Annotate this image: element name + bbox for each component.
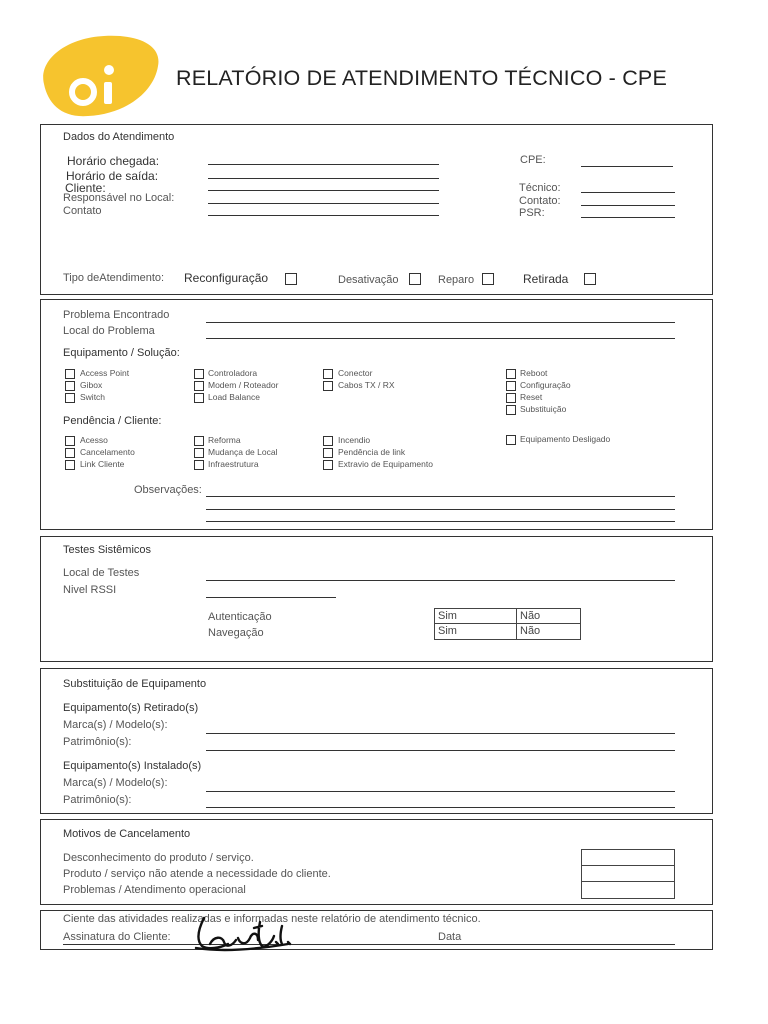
dados-section: [40, 124, 713, 295]
checkbox-modem[interactable]: [194, 381, 204, 391]
instalado-marca-label: Marca(s) / Modelo(s):: [63, 777, 168, 789]
tipo-reconfiguracao-label: Reconfiguração: [184, 271, 269, 285]
input-line-tecnico[interactable]: [581, 192, 675, 193]
input-line-problema[interactable]: [206, 322, 675, 323]
checkbox-configuracao[interactable]: [506, 381, 516, 391]
autenticacao-nao-cell[interactable]: [516, 608, 581, 624]
pend-incendio: Incendio: [338, 435, 371, 445]
input-line-rssi[interactable]: [206, 597, 336, 598]
field-rssi: Nivel RSSI: [63, 584, 117, 596]
pend-cancelamento: Cancelamento: [80, 447, 135, 457]
field-tecnico: Técnico:: [519, 182, 561, 194]
checkbox-cabos[interactable]: [323, 381, 333, 391]
equip-reboot: Reboot: [520, 368, 548, 378]
navegacao-sim: Sim: [438, 625, 457, 637]
pend-extravio: Extravio de Equipamento: [338, 459, 433, 469]
motivo-problemas: Problemas / Atendimento operacional: [63, 884, 246, 896]
field-responsavel: Responsável no Local:: [63, 192, 175, 204]
checkbox-mudanca-local[interactable]: [194, 448, 204, 458]
autenticacao-sim-cell[interactable]: [434, 608, 517, 624]
obs-label: Observações:: [134, 484, 202, 496]
field-local-testes: Local de Testes: [63, 567, 140, 579]
input-line-chegada[interactable]: [208, 164, 439, 165]
input-line-obs-2[interactable]: [206, 509, 675, 510]
field-problema: Problema Encontrado: [63, 309, 170, 321]
tipo-retirada-label: Retirada: [523, 272, 569, 286]
input-line-instalado-patrimonio[interactable]: [206, 807, 675, 808]
autenticacao-sim: Sim: [438, 610, 457, 622]
retirado-patrimonio-label: Patrimônio(s):: [63, 736, 132, 748]
checkbox-desativacao[interactable]: [409, 273, 421, 285]
pend-infraestrutura: Infraestrutura: [208, 459, 259, 469]
checkbox-pendencia-link[interactable]: [323, 448, 333, 458]
equip-substituicao: Substituição: [520, 404, 567, 414]
checkbox-link-cliente[interactable]: [65, 460, 75, 470]
input-line-instalado-marca[interactable]: [206, 791, 675, 792]
checkbox-extravio[interactable]: [323, 460, 333, 470]
pend-reforma: Reforma: [208, 435, 241, 445]
dados-title: Dados do Atendimento: [63, 131, 175, 143]
motivo-box-2[interactable]: [581, 865, 675, 882]
cancelamento-title: Motivos de Cancelamento: [63, 828, 191, 840]
pend-mudanca-local: Mudança de Local: [208, 447, 278, 457]
data-label: Data: [438, 931, 462, 943]
input-line-contato[interactable]: [208, 215, 439, 216]
client-signature: [192, 914, 296, 954]
equip-conector: Conector: [338, 368, 373, 378]
checkbox-acesso[interactable]: [65, 436, 75, 446]
equip-access-point: Access Point: [80, 368, 130, 378]
input-line-saida[interactable]: [208, 178, 439, 179]
checkbox-reparo[interactable]: [482, 273, 494, 285]
checkbox-access-point[interactable]: [65, 369, 75, 379]
field-horario-chegada: Horário chegada:: [67, 154, 160, 168]
tipo-desativacao-label: Desativação: [338, 274, 399, 286]
tipo-label: Tipo deAtendimento:: [63, 272, 165, 284]
pend-title: Pendência / Cliente:: [63, 415, 162, 427]
checkbox-reforma[interactable]: [194, 436, 204, 446]
input-line-cliente[interactable]: [208, 190, 439, 191]
navegacao-sim-cell[interactable]: [434, 623, 517, 640]
navegacao-nao: Não: [520, 625, 541, 637]
navegacao-nao-cell[interactable]: [516, 623, 581, 640]
input-line-obs-3[interactable]: [206, 521, 675, 522]
input-line-obs-1[interactable]: [206, 496, 675, 497]
field-horario-saida: Horário de saída:: [66, 169, 159, 183]
input-line-local-testes[interactable]: [206, 580, 675, 581]
pend-link-cliente: Link Cliente: [80, 459, 125, 469]
input-line-psr[interactable]: [581, 217, 675, 218]
input-line-cpe[interactable]: [581, 166, 673, 167]
field-contato: Contato: [63, 205, 102, 217]
input-line-local-problema[interactable]: [206, 338, 675, 339]
input-line-responsavel[interactable]: [208, 203, 439, 204]
equip-reset: Reset: [520, 392, 543, 402]
input-line-assinatura[interactable]: [63, 944, 675, 945]
ciente-text: Ciente das atividades realizadas e informadas neste relatório de atendimento técnico.: [63, 913, 481, 925]
field-cliente: Cliente:: [65, 181, 106, 195]
motivo-box-3[interactable]: [581, 881, 675, 899]
checkbox-reboot[interactable]: [506, 369, 516, 379]
assinatura-label: Assinatura do Cliente:: [63, 931, 171, 943]
pend-pendencia-link: Pendência de link: [338, 447, 406, 457]
input-line-contato-right[interactable]: [581, 205, 675, 206]
page-title: RELATÓRIO DE ATENDIMENTO TÉCNICO - CPE: [176, 66, 668, 90]
pend-equip-desligado: Equipamento Desligado: [520, 434, 611, 444]
field-local-problema: Local do Problema: [63, 325, 155, 337]
equip-load-balance: Load Balance: [208, 392, 260, 402]
navegacao-label: Navegação: [208, 627, 264, 639]
motivo-box-1[interactable]: [581, 849, 675, 866]
oi-logo: [36, 32, 162, 118]
checkbox-incendio[interactable]: [323, 436, 333, 446]
checkbox-substituicao[interactable]: [506, 405, 516, 415]
checkbox-infraestrutura[interactable]: [194, 460, 204, 470]
motivo-nao-atende: Produto / serviço não atende a necessidade do cliente.: [63, 868, 331, 880]
equip-configuracao: Configuração: [520, 380, 571, 390]
checkbox-reconfiguracao[interactable]: [285, 273, 297, 285]
checkbox-cancelamento[interactable]: [65, 448, 75, 458]
equip-gibox: Gibox: [80, 380, 103, 390]
equip-controladora: Controladora: [208, 368, 258, 378]
equip-cabos: Cabos TX / RX: [338, 380, 395, 390]
retirado-title: Equipamento(s) Retirado(s): [63, 702, 199, 714]
tipo-reparo-label: Reparo: [438, 274, 475, 286]
equip-modem: Modem / Roteador: [208, 380, 279, 390]
input-line-retirado-patrimonio[interactable]: [206, 750, 675, 751]
checkbox-conector[interactable]: [323, 369, 333, 379]
checkbox-equip-desligado[interactable]: [506, 435, 516, 445]
equip-title: Equipamento / Solução:: [63, 347, 180, 359]
checkbox-switch[interactable]: [65, 393, 75, 403]
field-cpe: CPE:: [520, 154, 546, 166]
retirado-marca-label: Marca(s) / Modelo(s):: [63, 719, 168, 731]
checkbox-retirada[interactable]: [584, 273, 596, 285]
equip-switch: Switch: [80, 392, 106, 402]
field-psr: PSR:: [519, 207, 545, 219]
motivo-desconhecimento: Desconhecimento do produto / serviço.: [63, 852, 254, 864]
instalado-patrimonio-label: Patrimônio(s):: [63, 794, 132, 806]
instalado-title: Equipamento(s) Instalado(s): [63, 760, 202, 772]
autenticacao-nao: Não: [520, 610, 541, 622]
checkbox-gibox[interactable]: [65, 381, 75, 391]
field-contato-right: Contato:: [519, 195, 561, 207]
checkbox-load-balance[interactable]: [194, 393, 204, 403]
substituicao-title: Substituição de Equipamento: [63, 678, 207, 690]
checkbox-controladora[interactable]: [194, 369, 204, 379]
checkbox-reset[interactable]: [506, 393, 516, 403]
pend-acesso: Acesso: [80, 435, 108, 445]
autenticacao-label: Autenticação: [208, 611, 272, 623]
testes-title: Testes Sistêmicos: [63, 544, 152, 556]
input-line-retirado-marca[interactable]: [206, 733, 675, 734]
